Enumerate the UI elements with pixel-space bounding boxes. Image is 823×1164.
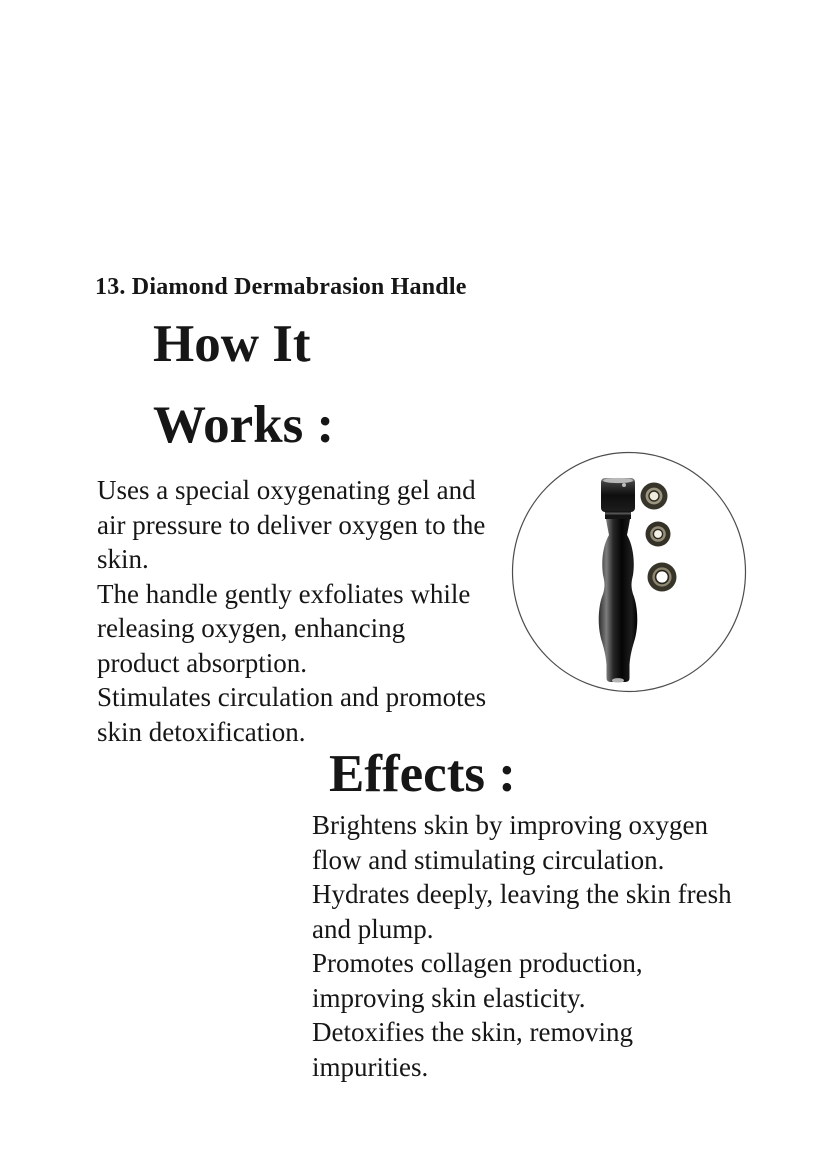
diamond-tip-icon [641, 483, 668, 510]
how-it-works-title [153, 304, 334, 466]
section-heading: 13. Diamond Dermabrasion Handle [95, 274, 467, 300]
body-line: Uses a special oxygenating gel and [97, 475, 476, 505]
effects-title: Effects : [329, 745, 516, 803]
body-line: impurities. [312, 1051, 429, 1082]
body-line: Detoxifies the skin, removing [312, 1017, 633, 1047]
body-line: releasing oxygen, enhancing [97, 613, 406, 643]
effects-body [312, 808, 732, 1084]
dermabrasion-handle-photo [511, 451, 747, 693]
body-line: skin. [97, 544, 149, 574]
body-line: improving skin elasticity. [312, 982, 586, 1013]
body-line: skin detoxification. [97, 716, 306, 747]
body-line: Promotes collagen production, [312, 948, 643, 978]
body-line: and plump. [312, 913, 434, 944]
diamond-tip-icon [648, 563, 677, 592]
body-line: Brightens skin by improving oxygen [312, 810, 708, 840]
body-line: flow and stimulating circulation. [312, 844, 665, 875]
how-it-works-title-line1: How It [153, 315, 311, 373]
how-it-works-title-line2: Works : [153, 396, 335, 454]
body-line: product absorption. [97, 647, 307, 678]
body-line: Stimulates circulation and promotes [97, 682, 487, 712]
body-line: The handle gently exfoliates while [97, 578, 471, 609]
diamond-tip-icon [646, 522, 671, 547]
body-line: Hydrates deeply, leaving the skin fresh [312, 879, 732, 909]
body-line: air pressure to deliver oxygen to the [97, 509, 486, 540]
how-it-works-body [97, 473, 486, 749]
